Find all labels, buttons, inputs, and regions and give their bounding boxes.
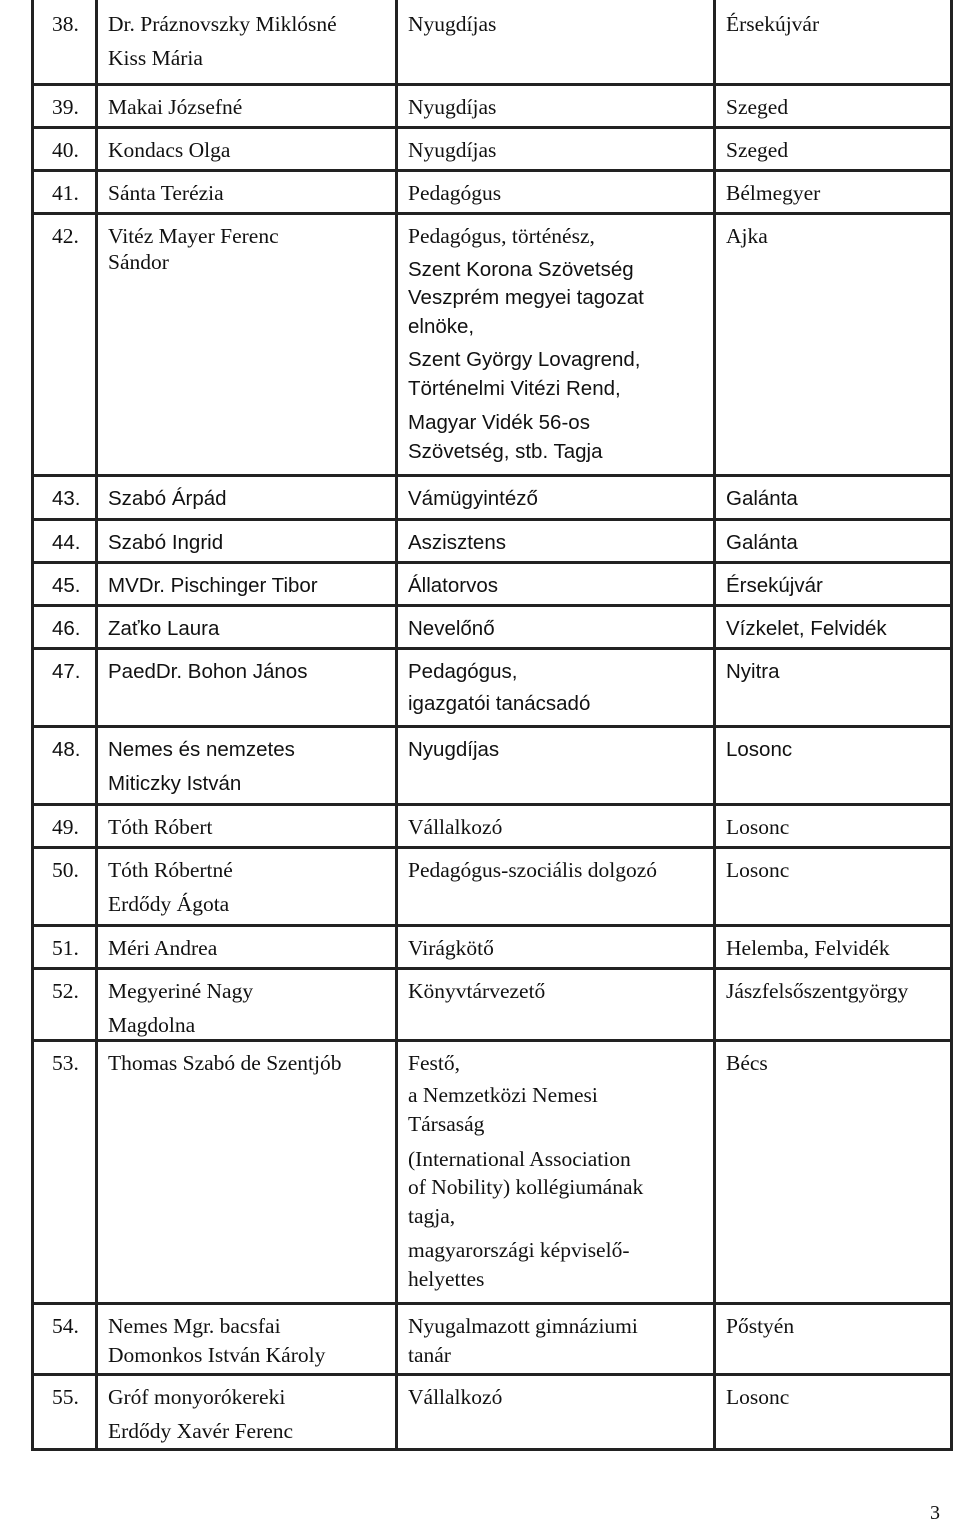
occupation: igazgatói tanácsadó [408,692,591,715]
occupation: Nyugdíjas [408,95,497,119]
place: Bécs [726,1051,768,1075]
occupation: elnöke, [408,315,475,338]
member-name: Tóth Róbertné [108,858,233,882]
occupation: Szent Korona Szövetség [408,258,634,281]
member-name: Kondacs Olga [108,138,231,162]
table-row [31,846,953,849]
occupation: Pedagógus-szociális dolgozó [408,858,657,882]
row-number: 47. [52,660,81,683]
table-row [31,212,953,215]
occupation: Történelmi Vitézi Rend, [408,377,621,400]
occupation: Nyugdíjas [408,738,500,761]
member-name: Dr. Práznovszky Miklósné [108,12,337,36]
page-number: 3 [930,1502,940,1524]
occupation: Könyvtárvezető [408,979,546,1003]
member-name: Sándor [108,250,169,274]
place: Szeged [726,138,789,162]
occupation: Szövetség, stb. Tagja [408,440,603,463]
occupation: Nevelőnő [408,617,495,640]
row-number: 46. [52,617,81,640]
place: Galánta [726,531,798,554]
member-name: Magdolna [108,1013,196,1037]
place: Bélmegyer [726,181,821,205]
row-number: 53. [52,1051,79,1075]
occupation: Társaság [408,1112,485,1136]
table-row [31,518,953,521]
occupation: magyarországi képviselő- [408,1238,630,1262]
table-row [31,604,953,607]
row-number: 51. [52,936,79,960]
member-name: Szabó Árpád [108,487,227,510]
row-number: 55. [52,1385,79,1409]
table-row [31,83,953,86]
member-name: Zaťko Laura [108,617,220,640]
member-name: Megyeriné Nagy [108,979,254,1003]
table-row [31,967,953,970]
table-row [31,126,953,129]
occupation: Nyugdíjas [408,138,497,162]
place: Galánta [726,487,798,510]
occupation: Aszisztens [408,531,506,554]
member-name: Kiss Mária [108,46,203,70]
occupation: tagja, [408,1204,456,1228]
occupation: Magyar Vidék 56-os [408,411,590,434]
place: Szeged [726,95,789,119]
occupation: Festő, [408,1051,460,1075]
place: Pőstyén [726,1314,795,1338]
occupation: tanár [408,1343,451,1367]
occupation: Pedagógus, történész, [408,224,595,248]
table-row [31,169,953,172]
table-row [31,474,953,477]
occupation: Virágkötő [408,936,494,960]
table-row [31,725,953,728]
member-name: Domonkos István Károly [108,1343,326,1367]
occupation: Veszprém megyei tagozat [408,286,644,309]
place: Losonc [726,858,790,882]
row-number: 43. [52,487,81,510]
member-name: Makai Józsefné [108,95,243,119]
row-number: 39. [52,95,79,119]
member-name: Erdődy Ágota [108,892,230,916]
occupation: Vámügyintéző [408,487,538,510]
table-row [31,803,953,806]
place: Érsekújvár [726,12,820,36]
occupation: Szent György Lovagrend, [408,348,641,371]
table-row [31,561,953,564]
place: Losonc [726,1385,790,1409]
member-name: Méri Andrea [108,936,218,960]
member-name: Erdődy Xavér Ferenc [108,1419,294,1443]
member-name: MVDr. Pischinger Tibor [108,574,318,597]
row-number: 52. [52,979,79,1003]
place: Vízkelet, Felvidék [726,617,887,640]
table-row [31,924,953,927]
member-name: Gróf monyorókereki [108,1385,286,1409]
place: Helemba, Felvidék [726,936,890,960]
occupation: a Nemzetközi Nemesi [408,1083,598,1107]
table-row [31,647,953,650]
place: Losonc [726,738,793,761]
row-number: 42. [52,224,79,248]
member-name: Tóth Róbert [108,815,213,839]
row-number: 49. [52,815,79,839]
row-number: 48. [52,738,81,761]
occupation: Pedagógus [408,181,502,205]
place: Érsekújvár [726,574,823,597]
occupation: Vállalkozó [408,815,503,839]
member-name: Nemes és nemzetes [108,738,295,761]
occupation: Nyugalmazott gimnáziumi [408,1314,638,1338]
occupation: Pedagógus, [408,660,518,683]
place: Losonc [726,815,790,839]
occupation: Nyugdíjas [408,12,497,36]
place: Jászfelsőszentgyörgy [726,979,909,1003]
member-name: Thomas Szabó de Szentjób [108,1051,342,1075]
table-row [31,1302,953,1305]
member-name: Sánta Terézia [108,181,224,205]
row-number: 50. [52,858,79,882]
row-number: 40. [52,138,79,162]
table-row [31,1373,953,1376]
member-name: PaedDr. Bohon János [108,660,308,683]
row-number: 54. [52,1314,79,1338]
member-name: Szabó Ingrid [108,531,224,554]
row-number: 45. [52,574,81,597]
row-number: 44. [52,531,81,554]
occupation: Állatorvos [408,574,499,597]
row-number: 38. [52,12,79,36]
place: Ajka [726,224,768,248]
occupation: of Nobility) kollégiumának [408,1175,644,1199]
member-name: Vitéz Mayer Ferenc [108,224,279,248]
occupation: Vállalkozó [408,1385,503,1409]
occupation: (International Association [408,1147,631,1171]
occupation: helyettes [408,1267,485,1291]
place: Nyitra [726,660,780,683]
member-name: Miticzky István [108,772,242,795]
member-name: Nemes Mgr. bacsfai [108,1314,281,1338]
row-number: 41. [52,181,79,205]
